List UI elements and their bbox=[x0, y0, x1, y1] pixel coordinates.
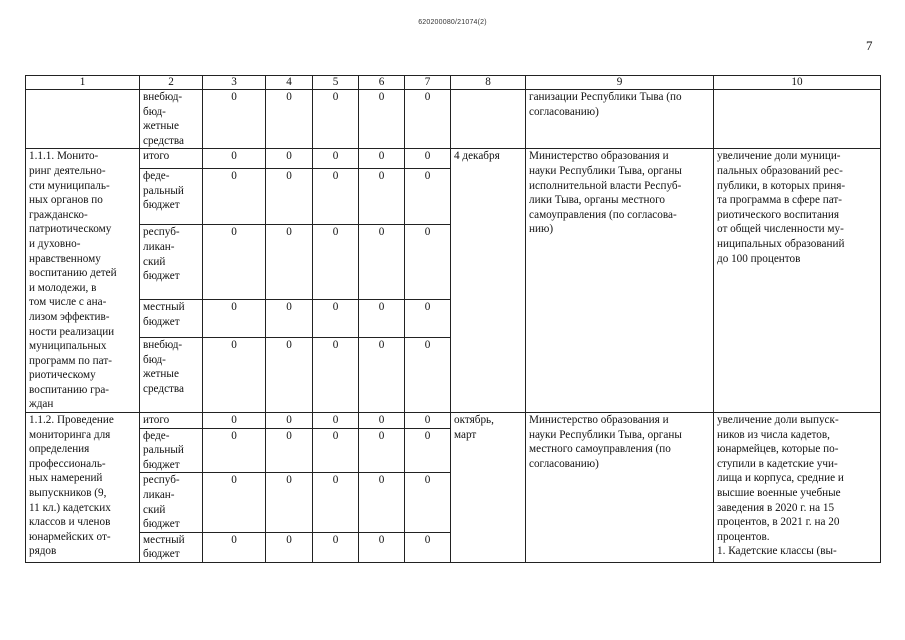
funding-value: 0 bbox=[405, 225, 451, 300]
header-row bbox=[26, 76, 881, 90]
funding-value: 0 bbox=[313, 473, 359, 532]
funding-source: итого bbox=[140, 413, 203, 429]
funding-value: 0 bbox=[405, 532, 451, 562]
funding-source: внебюд- бюд- жетные средства bbox=[140, 338, 203, 413]
funding-value: 0 bbox=[405, 473, 451, 532]
funding-value: 0 bbox=[359, 300, 405, 338]
column-number-5: 5 bbox=[313, 76, 359, 90]
funding-value: 0 bbox=[405, 169, 451, 225]
funding-source: респуб- ликан- ский бюджет bbox=[140, 473, 203, 532]
funding-value: 0 bbox=[266, 413, 313, 429]
funding-value: 0 bbox=[313, 532, 359, 562]
continuation-row bbox=[26, 90, 881, 149]
funding-value: 0 bbox=[266, 90, 313, 149]
funding-source: итого bbox=[140, 149, 203, 169]
funding-value: 0 bbox=[203, 149, 266, 169]
funding-value: 0 bbox=[266, 338, 313, 413]
column-number-2: 2 bbox=[140, 76, 203, 90]
description-cell bbox=[26, 90, 140, 149]
funding-value: 0 bbox=[266, 169, 313, 225]
column-number-1: 1 bbox=[26, 76, 140, 90]
funding-value: 0 bbox=[266, 428, 313, 473]
measure-description: 1.1.2. Проведение мониторинга для определения профессиональ- ных намерений выпускников (9, 11 кл.) кадетских классов и членов юнармейских от- рядов bbox=[26, 413, 140, 563]
funding-value: 0 bbox=[405, 413, 451, 429]
funding-value: 0 bbox=[313, 90, 359, 149]
table-body bbox=[26, 90, 881, 563]
result-cell: увеличение доли муници- пальных образований рес- публики, в которых приня- та программа в сфере пат- риотического воспитания от общей численности му- ниципальных образований до 100 процентов bbox=[714, 149, 881, 413]
funding-value: 0 bbox=[313, 413, 359, 429]
funding-value: 0 bbox=[359, 149, 405, 169]
measure-description: 1.1.1. Монито- ринг деятельно- сти муниципаль- ных органов по гражданско- патриотическому и духовно- нравственному воспитанию детей и молодежи, в том числе с ана- лизом эффектив- ности реализации муниципальных программ по пат- риотическому воспитанию гра- ждан bbox=[26, 149, 140, 413]
funding-value: 0 bbox=[203, 169, 266, 225]
funding-row bbox=[26, 149, 881, 169]
column-number-7: 7 bbox=[405, 76, 451, 90]
funding-row bbox=[26, 413, 881, 429]
funding-source: местный бюджет bbox=[140, 300, 203, 338]
funding-value: 0 bbox=[266, 473, 313, 532]
funding-source: феде- ральный бюджет bbox=[140, 169, 203, 225]
funding-value: 0 bbox=[203, 428, 266, 473]
funding-value: 0 bbox=[313, 225, 359, 300]
funding-value: 0 bbox=[405, 149, 451, 169]
funding-source: феде- ральный бюджет bbox=[140, 428, 203, 473]
deadline-cell: октябрь, март bbox=[451, 413, 526, 563]
program-table bbox=[25, 75, 881, 563]
funding-value: 0 bbox=[266, 225, 313, 300]
column-number-3: 3 bbox=[203, 76, 266, 90]
funding-value: 0 bbox=[405, 300, 451, 338]
column-number-10: 10 bbox=[714, 76, 881, 90]
funding-value: 0 bbox=[266, 149, 313, 169]
funding-value: 0 bbox=[359, 428, 405, 473]
document-code: 620200080/21074(2) bbox=[418, 19, 487, 26]
funding-source: местный бюджет bbox=[140, 532, 203, 562]
column-number-4: 4 bbox=[266, 76, 313, 90]
executor-cell: ганизации Республики Тыва (по согласованию) bbox=[526, 90, 714, 149]
executor-cell: Министерство образования и науки Республики Тыва, органы местного самоуправления (по согласованию) bbox=[526, 413, 714, 563]
funding-value: 0 bbox=[405, 428, 451, 473]
funding-value: 0 bbox=[405, 338, 451, 413]
funding-value: 0 bbox=[203, 338, 266, 413]
funding-value: 0 bbox=[266, 300, 313, 338]
funding-value: 0 bbox=[203, 300, 266, 338]
deadline-cell: 4 декабря bbox=[451, 149, 526, 413]
funding-value: 0 bbox=[203, 532, 266, 562]
deadline-cell bbox=[451, 90, 526, 149]
funding-value: 0 bbox=[359, 225, 405, 300]
funding-value: 0 bbox=[203, 225, 266, 300]
funding-value: 0 bbox=[313, 169, 359, 225]
funding-value: 0 bbox=[203, 90, 266, 149]
page-number: 7 bbox=[866, 38, 873, 53]
funding-value: 0 bbox=[359, 90, 405, 149]
funding-value: 0 bbox=[313, 428, 359, 473]
result-cell: увеличение доли выпуск- ников из числа кадетов, юнармейцев, которые по- ступили в кадетские учи- лища и корпуса, средние и высшие военные учебные заведения в 2020 г. на 15 процентов, в 2021 г. на 20 процентов. 1. Кадетские классы (вы- bbox=[714, 413, 881, 563]
funding-value: 0 bbox=[313, 300, 359, 338]
funding-value: 0 bbox=[359, 473, 405, 532]
funding-value: 0 bbox=[359, 169, 405, 225]
funding-source: внебюд- бюд- жетные средства bbox=[140, 90, 203, 149]
column-number-header bbox=[26, 76, 881, 90]
funding-value: 0 bbox=[359, 413, 405, 429]
funding-source: респуб- ликан- ский бюджет bbox=[140, 225, 203, 300]
funding-value: 0 bbox=[203, 413, 266, 429]
executor-cell: Министерство образования и науки Республики Тыва, органы исполнительной власти Респуб- лики Тыва, органы местного самоуправления (по согласова- нию) bbox=[526, 149, 714, 413]
column-number-9: 9 bbox=[526, 76, 714, 90]
funding-value: 0 bbox=[266, 532, 313, 562]
funding-value: 0 bbox=[359, 532, 405, 562]
funding-value: 0 bbox=[203, 473, 266, 532]
funding-value: 0 bbox=[313, 149, 359, 169]
column-number-8: 8 bbox=[451, 76, 526, 90]
funding-value: 0 bbox=[359, 338, 405, 413]
result-cell bbox=[714, 90, 881, 149]
funding-value: 0 bbox=[313, 338, 359, 413]
funding-value: 0 bbox=[405, 90, 451, 149]
column-number-6: 6 bbox=[359, 76, 405, 90]
